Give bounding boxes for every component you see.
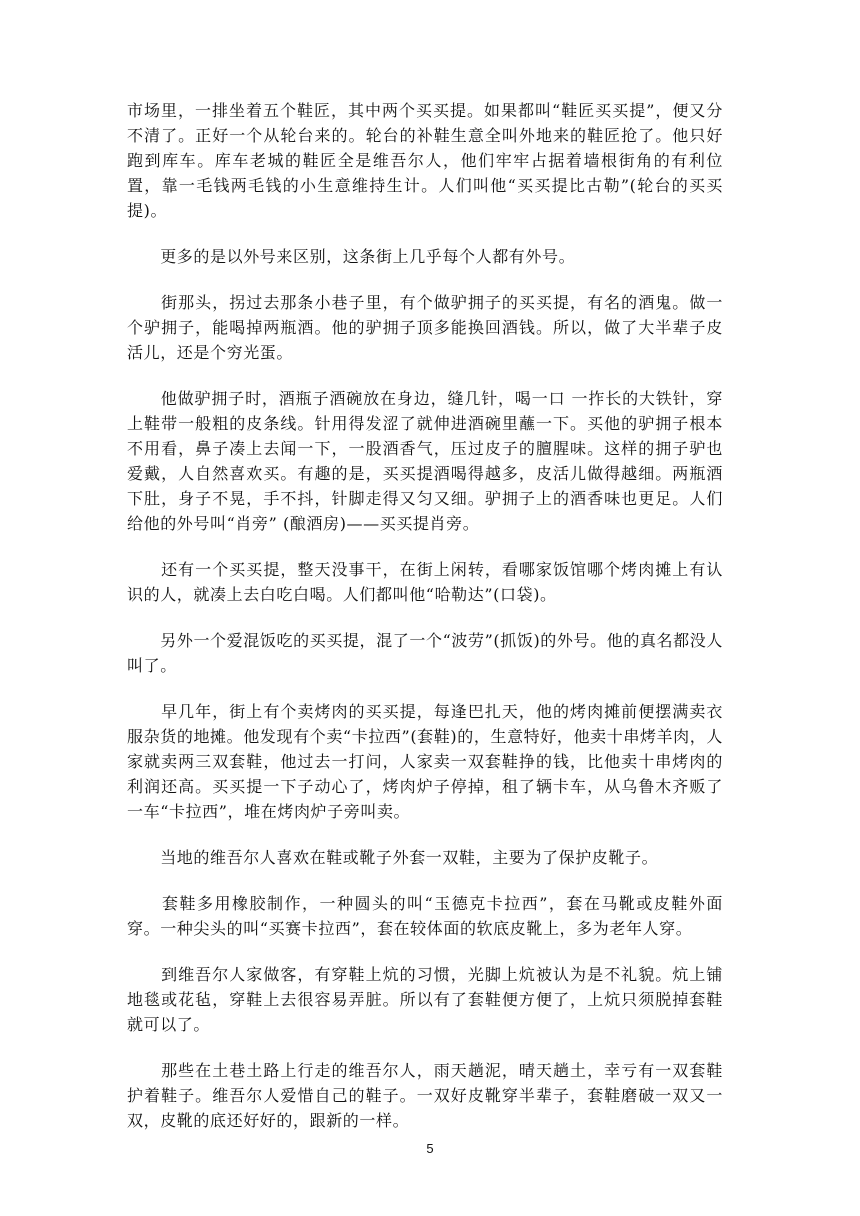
page-number: 5 [426, 1141, 434, 1156]
paragraph: 另外一个爱混饭吃的买买提，混了一个“波劳”(抓饭)的外号。他的真名都没人叫了。 [127, 631, 723, 675]
paragraph: 到维吾尔人家做客，有穿鞋上炕的习惯，光脚上炕被认为是不礼貌。炕上铺地毯或花毡，穿鞋上去很容易弄脏。所以有了套鞋便方便了，上炕只须脱掉套鞋就可以了。 [127, 965, 723, 1034]
paragraph: 市场里，一排坐着五个鞋匠，其中两个买买提。如果都叫“鞋匠买买提”，便又分不清了。正好一个从轮台来的。轮台的补鞋生意全叫外地来的鞋匠抢了。他只好跑到库车。库车老城的鞋匠全是维吾尔人，他们牢牢占据着墙根街角的有利位置，靠一毛钱两毛钱的小生意维持生计。人们叫他“买买提比古勒”(轮台的买买提)。 [127, 101, 723, 220]
paragraph: 套鞋多用橡胶制作，一种圆头的叫“玉德克卡拉西”，套在马靴或皮鞋外面穿。一种尖头的叫“买赛卡拉西”，套在较体面的软底皮靴上，多为老年人穿。 [127, 894, 723, 938]
paragraph: 更多的是以外号来区别，这条街上几乎每个人都有外号。 [127, 247, 576, 266]
paragraph: 早几年，街上有个卖烤肉的买买提，每逢巴扎天，他的烤肉摊前便摆满卖衣服杂货的地摊。他发现有个卖“卡拉西”(套鞋)的，生意特好，他卖十串烤羊肉，人家就卖两三双套鞋，他过去一打问，人家卖一双套鞋挣的钱，比他卖十串烤肉的利润还高。买买提一下子动心了，烤肉炉子停掉，租了辆卡车，从乌鲁木齐贩了一车“卡拉西”，堆在烤肉炉子旁叫卖。 [127, 702, 723, 821]
body-text [127, 98, 723, 1154]
paragraph: 他做驴拥子时，酒瓶子酒碗放在身边，缝几针，喝一口 一拃长的大铁针，穿上鞋带一般粗的皮条线。针用得发涩了就伸进酒碗里蘸一下。买他的驴拥子根本不用看，鼻子凑上去闻一下，一股酒香气，压过皮子的膻腥味。这样的拥子驴也爱戴，人自然喜欢买。有趣的是，买买提酒喝得越多，皮活儿做得越细。两瓶酒下肚，身子不晃，手不抖，针脚走得又匀又细。驴拥子上的酒香味也更足。人们给他的外号叫“肖旁” (酿酒房)——买买提肖旁。 [127, 389, 723, 533]
paragraph: 当地的维吾尔人喜欢在鞋或靴子外套一双鞋，主要为了保护皮靴子。 [127, 848, 659, 867]
paragraph: 那些在土巷土路上行走的维吾尔人，雨天趟泥，晴天趟土，幸亏有一双套鞋护着鞋子。维吾尔人爱惜自己的鞋子。一双好皮靴穿半辈子，套鞋磨破一双又一双，皮靴的底还好好的，跟新的一样。 [127, 1061, 723, 1130]
paragraph: 还有一个买买提，整天没事干，在街上闲转，看哪家饭馆哪个烤肉摊上有认识的人，就凑上去白吃白喝。人们都叫他“哈勒达”(口袋)。 [127, 560, 723, 604]
paragraph: 街那头，拐过去那条小巷子里，有个做驴拥子的买买提，有名的酒鬼。做一个驴拥子，能喝掉两瓶酒。他的驴拥子顶多能换回酒钱。所以，做了大半辈子皮活儿，还是个穷光蛋。 [127, 293, 723, 362]
